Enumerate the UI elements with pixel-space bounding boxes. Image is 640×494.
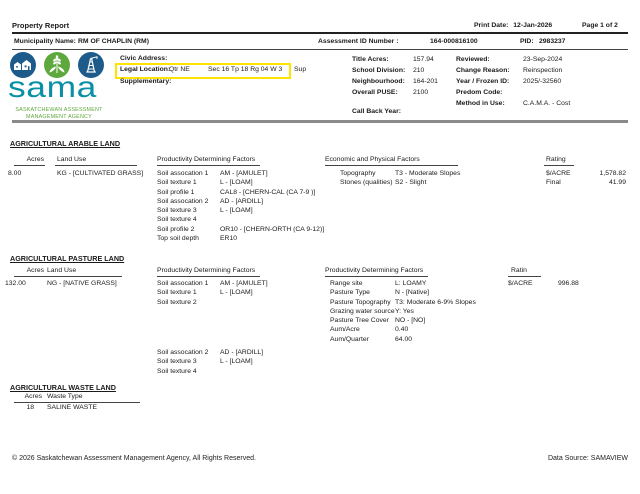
- factor-row: Soil profile 2 OR10 - [CHERN-ORTH (CA 9-12)]: [157, 225, 325, 233]
- municipality-value: RM OF CHAPLIN (RM): [78, 38, 149, 45]
- municipality-label: Municipality Name:: [14, 38, 76, 45]
- page-title: Property Report: [12, 21, 70, 30]
- factor-row: Soil texture 3 L - [LOAM]: [157, 207, 253, 215]
- page-number: Page 1 of 2: [582, 22, 618, 29]
- arable-econ-column: [340, 169, 460, 188]
- waste-section-title: AGRICULTURAL WASTE LAND: [10, 383, 116, 392]
- legal-location-qtr: Qtr NE: [169, 66, 190, 73]
- arable-rating-header: Rating: [546, 156, 566, 163]
- info-row: Overall PUSE: 2100: [352, 89, 429, 96]
- civic-address-label: Civic Address:: [120, 55, 168, 62]
- col-underline: [157, 165, 260, 166]
- col-underline: [325, 165, 458, 166]
- arable-landuse-header: Land Use: [57, 156, 87, 163]
- factor-row: Stones (qualities) S2 - Slight: [340, 179, 427, 187]
- print-date-label: Print Date:: [474, 22, 509, 29]
- factor-row: Topography T3 - Moderate Slopes: [340, 170, 461, 177]
- factor-row: Soil assocation 1 AM - [AMULET]: [157, 280, 268, 287]
- sama-org-line2: MANAGEMENT AGENCY: [26, 114, 92, 120]
- factor-row: Soil assocation 2 AD - [ARDILL]: [157, 197, 264, 205]
- waste-type-header: Waste Type: [47, 393, 83, 400]
- section-separator: [12, 120, 628, 123]
- municipality-divider: [12, 49, 628, 50]
- col-underline: [14, 165, 45, 166]
- col-underline: [44, 402, 140, 403]
- legal-location-label: Legal Location:: [120, 66, 171, 73]
- pasture-landuse-value: NG - [NATIVE GRASS]: [47, 280, 117, 287]
- pasture-rating-column: [508, 279, 579, 288]
- factor-row: Pasture Tree Cover NO - [NO]: [330, 317, 426, 325]
- rating-row: $/ACRE 996.88: [508, 280, 579, 287]
- pasture-rating-header: Ratin: [511, 267, 527, 274]
- pasture-pdf2-column: [330, 279, 476, 344]
- factor-row: Top soil depth ER10: [157, 235, 238, 243]
- info-row: Change Reason: Reinspection: [456, 67, 563, 74]
- pasture-pdf1-header: Productivity Determining Factors: [157, 267, 256, 274]
- pasture-pdf1-column: [157, 279, 268, 307]
- info-row: Title Acres: 157.94: [352, 56, 434, 63]
- rating-row: Final 41.99: [546, 179, 626, 187]
- factor-row: Soil texture 4: [157, 367, 197, 375]
- col-underline: [544, 165, 574, 166]
- pasture-section-title: AGRICULTURAL PASTURE LAND: [10, 254, 125, 263]
- factor-row: Soil texture 4: [157, 216, 197, 224]
- pid-value: 2983237: [539, 38, 566, 45]
- col-underline: [325, 276, 428, 277]
- info-row: Predom Code:: [456, 89, 503, 96]
- info-row: Method in Use: C.A.M.A. - Cost: [456, 100, 571, 107]
- pasture-pdf2-header: Productivity Determining Factors: [325, 267, 424, 274]
- waste-acres-value: 18: [26, 404, 34, 411]
- pasture-acres-header: Acres: [26, 267, 44, 274]
- pasture-landuse-header: Land Use: [47, 267, 77, 274]
- col-underline: [44, 276, 122, 277]
- arable-acres-value: 8.00: [8, 170, 22, 177]
- pid-label: PID:: [520, 38, 534, 45]
- sama-org-line1: SASKATCHEWAN ASSESSMENT: [15, 107, 103, 113]
- factor-row: Aum/Acre 0.40: [330, 326, 409, 334]
- arable-acres-header: Acres: [26, 156, 44, 163]
- legal-location-sup: Sup: [294, 66, 307, 73]
- sama-wordmark: sama: [8, 71, 97, 104]
- info-right-column: [456, 54, 570, 109]
- factor-row: Grazing water sourceY: Yes: [330, 307, 414, 315]
- header-divider: [12, 32, 628, 34]
- factor-row: Aum/Quarter 64.00: [330, 335, 413, 343]
- col-underline: [55, 165, 137, 166]
- factor-row: Pasture Type N - [Native]: [330, 289, 429, 297]
- factor-row: Soil texture 3 L - [LOAM]: [157, 358, 253, 366]
- factor-row: Soil texture 1 L - [LOAM]: [157, 289, 253, 297]
- waste-type-value: SALINE WASTE: [47, 404, 97, 411]
- factor-row: Soil assocation 1 AM - [AMULET]: [157, 170, 268, 177]
- factor-row: Soil assocation 2 AD - [ARDILL]: [157, 349, 264, 356]
- arable-pdf-header: Productivity Determining Factors: [157, 156, 256, 163]
- data-source-text: Data Source: SAMAVIEW: [547, 455, 628, 462]
- factor-row: Soil texture 1 L - [LOAM]: [157, 179, 253, 187]
- factor-row: Soil texture 2: [157, 298, 197, 306]
- info-row: Neighbourhood: 164-201: [352, 78, 438, 85]
- col-underline: [14, 402, 44, 403]
- arable-pdf-column: [157, 169, 324, 243]
- info-left-column: [352, 54, 438, 98]
- col-underline: [157, 276, 260, 277]
- arable-rating-column: [546, 169, 626, 188]
- factor-row: Soil profile 1 CAL8 - [CHERN-CAL (CA 7-9 )]: [157, 188, 316, 196]
- arable-econ-header: Economic and Physical Factors: [325, 156, 420, 163]
- legal-location-desc: Sec 16 Tp 18 Rg 04 W 3: [208, 66, 283, 73]
- assessment-id-value: 164-000816100: [430, 38, 478, 45]
- pasture-pdf1b-column: [157, 348, 263, 376]
- factor-row: Pasture Topography T3: Moderate 6-9% Slopes: [330, 298, 476, 306]
- supplementary-label: Supplementary:: [120, 78, 172, 85]
- call-back-year-label: Call Back Year:: [352, 108, 401, 115]
- factor-row: Range site L: LOAMY: [330, 280, 427, 287]
- arable-landuse-value: KG - [CULTIVATED GRASS]: [57, 170, 144, 177]
- rating-row: $/ACRE 1,578.82: [546, 170, 626, 177]
- arable-section-title: AGRICULTURAL ARABLE LAND: [10, 139, 121, 148]
- assessment-id-label: Assessment ID Number :: [318, 38, 399, 45]
- copyright-text: © 2026 Saskatchewan Assessment Management Agency, All Rights Reserved.: [12, 455, 256, 462]
- info-row: Year / Frozen ID: 2025/-32560: [456, 78, 562, 85]
- waste-acres-header: Acres: [24, 393, 42, 400]
- col-underline: [14, 276, 45, 277]
- info-row: Reviewed: 23-Sep-2024: [456, 56, 563, 63]
- pasture-acres-value: 132.00: [5, 280, 26, 287]
- print-date-value: 12-Jan-2026: [513, 22, 553, 29]
- col-underline: [508, 276, 541, 277]
- info-row: School Division: 210: [352, 67, 425, 74]
